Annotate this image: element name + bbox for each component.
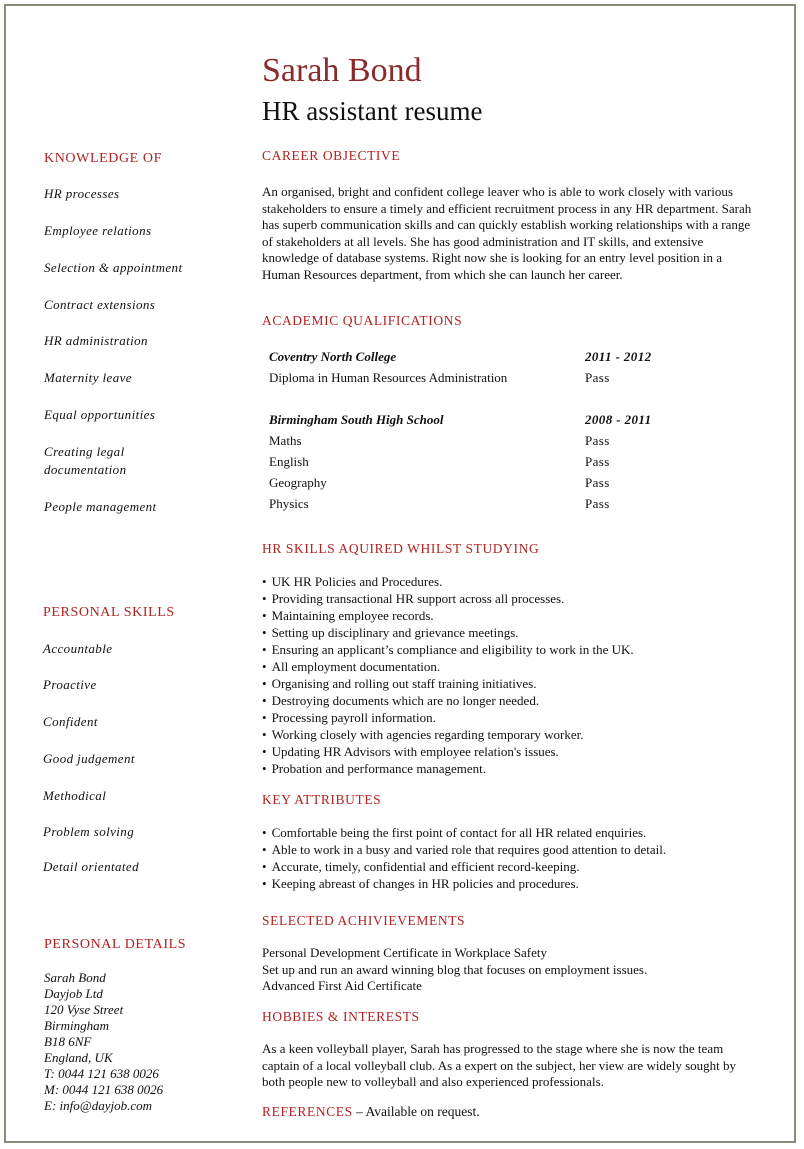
knowledge-heading: KNOWLEDGE OF xyxy=(44,151,163,166)
knowledge-item: Creating legal documentation xyxy=(44,444,127,477)
hobbies-heading: HOBBIES & INTERESTS xyxy=(262,1009,420,1024)
resume-title: HR assistant resume xyxy=(262,96,483,126)
key-attributes-heading: KEY ATTRIBUTES xyxy=(262,792,382,807)
contact-city: Birmingham xyxy=(44,1018,109,1033)
school-years: 2011 - 2012 xyxy=(585,348,652,364)
school-name: Birmingham South High School xyxy=(269,411,444,427)
subject: Physics xyxy=(269,495,309,511)
career-objective-text: An organised, bright and confident college leaver who is able to work closely with various stakeholders to ensure a timely and efficient recruitment process in any HR department. Sarah has superb communication skills and can quickly establish working relationships with a range of stakeholders at all levels. She has good administration and IT skills, and extensive knowledge of database systems. Right now she is looking for an entry level position in a Human Resources department, from which she can launch her career. xyxy=(262,184,752,282)
list-item: • Accurate, timely, confidential and efficient record-keeping. xyxy=(262,858,752,875)
hr-skills-heading: HR SKILLS AQUIRED WHILST STUDYING xyxy=(262,541,540,556)
contact-company: Dayjob Ltd xyxy=(44,986,103,1001)
skill-item: Confident xyxy=(43,714,98,729)
subject: Diploma in Human Resources Administration xyxy=(269,369,508,385)
references-heading: REFERENCES xyxy=(262,1104,353,1119)
contact-street: 120 Vyse Street xyxy=(44,1002,124,1017)
list-item: • All employment documentation. xyxy=(262,658,752,675)
list-item: • Processing payroll information. xyxy=(262,709,752,726)
hobbies-text: As a keen volleyball player, Sarah has progressed to the stage where she is now the team captain of a local volleyball club. As a expert on the subject, her view are widely sought by both people new to volleyball and also experienced professionals. xyxy=(262,1041,736,1089)
list-item: • Destroying documents which are no longer needed. xyxy=(262,692,752,709)
personal-details-heading: PERSONAL DETAILS xyxy=(44,937,187,952)
contact-telephone: T: 0044 121 638 0026 xyxy=(44,1066,159,1081)
list-item: • Setting up disciplinary and grievance meetings. xyxy=(262,624,752,641)
list-item: • Comfortable being the first point of contact for all HR related enquiries. xyxy=(262,824,752,841)
table-row xyxy=(266,346,708,367)
skill-item: Good judgement xyxy=(43,751,135,766)
list-item: • Providing transactional HR support across all processes. xyxy=(262,590,752,607)
academic-heading: ACADEMIC QUALIFICATIONS xyxy=(262,313,463,328)
achievement-item: Personal Development Certificate in Workplace Safety xyxy=(262,945,547,960)
subject: Maths xyxy=(269,432,302,448)
table-row xyxy=(266,430,708,451)
career-objective-heading: CAREER OBJECTIVE xyxy=(262,148,401,163)
school-name: Coventry North College xyxy=(269,348,397,364)
skill-item: Detail orientated xyxy=(43,859,139,874)
list-item: • Updating HR Advisors with employee relation's issues. xyxy=(262,743,752,760)
skill-item: Problem solving xyxy=(43,824,135,839)
skill-item: Methodical xyxy=(43,788,107,803)
list-item: • Ensuring an applicant’s compliance and eligibility to work in the UK. xyxy=(262,641,752,658)
skill-item: Proactive xyxy=(43,677,97,692)
list-item: • Keeping abreast of changes in HR policies and procedures. xyxy=(262,875,752,892)
list-item: • UK HR Policies and Procedures. xyxy=(262,573,752,590)
contact-details xyxy=(44,970,163,1114)
table-row xyxy=(266,367,708,388)
table-row xyxy=(266,493,708,514)
list-item: • Probation and performance management. xyxy=(262,760,752,777)
school-years: 2008 - 2011 xyxy=(585,411,652,427)
subject: English xyxy=(269,453,309,469)
references-text: – Available on request. xyxy=(352,1104,480,1119)
knowledge-item: People management xyxy=(44,499,157,514)
knowledge-item: Equal opportunities xyxy=(44,407,156,422)
hr-skills-list xyxy=(262,573,752,777)
references-line xyxy=(262,1104,480,1120)
knowledge-item: HR administration xyxy=(44,333,148,348)
result: Pass xyxy=(585,453,610,469)
contact-name: Sarah Bond xyxy=(44,970,106,985)
list-item: • Working closely with agencies regarding temporary worker. xyxy=(262,726,752,743)
table-spacer xyxy=(266,388,708,409)
table-row xyxy=(266,472,708,493)
result: Pass xyxy=(585,474,610,490)
contact-country: England, UK xyxy=(44,1050,113,1065)
knowledge-item: Contract extensions xyxy=(44,297,156,312)
table-row xyxy=(266,409,708,430)
knowledge-item: HR processes xyxy=(44,186,120,201)
personal-skills-heading: PERSONAL SKILLS xyxy=(43,605,175,620)
academic-table xyxy=(266,346,708,514)
key-attributes-list xyxy=(262,824,752,892)
knowledge-item: Selection & appointment xyxy=(44,260,183,275)
contact-postcode: B18 6NF xyxy=(44,1034,92,1049)
contact-mobile: M: 0044 121 638 0026 xyxy=(44,1082,164,1097)
contact-email[interactable]: E: info@dayjob.com xyxy=(44,1098,152,1113)
knowledge-item: Employee relations xyxy=(44,223,152,238)
achievement-item: Set up and run an award winning blog that focuses on employment issues. xyxy=(262,961,648,977)
achievement-item: Advanced First Aid Certificate xyxy=(262,978,422,993)
list-item: • Maintaining employee records. xyxy=(262,607,752,624)
achievements-list xyxy=(262,945,752,995)
list-item: • Organising and rolling out staff training initiatives. xyxy=(262,675,752,692)
result: Pass xyxy=(585,432,610,448)
result: Pass xyxy=(585,495,610,511)
table-row xyxy=(266,451,708,472)
subject: Geography xyxy=(269,474,327,490)
candidate-name: Sarah Bond xyxy=(262,52,422,89)
achievements-heading: SELECTED ACHIVIEVEMENTS xyxy=(262,913,466,928)
list-item: • Able to work in a busy and varied role that requires good attention to detail. xyxy=(262,841,752,858)
result: Pass xyxy=(585,369,610,385)
knowledge-item: Maternity leave xyxy=(44,370,132,385)
skill-item: Accountable xyxy=(43,641,113,656)
